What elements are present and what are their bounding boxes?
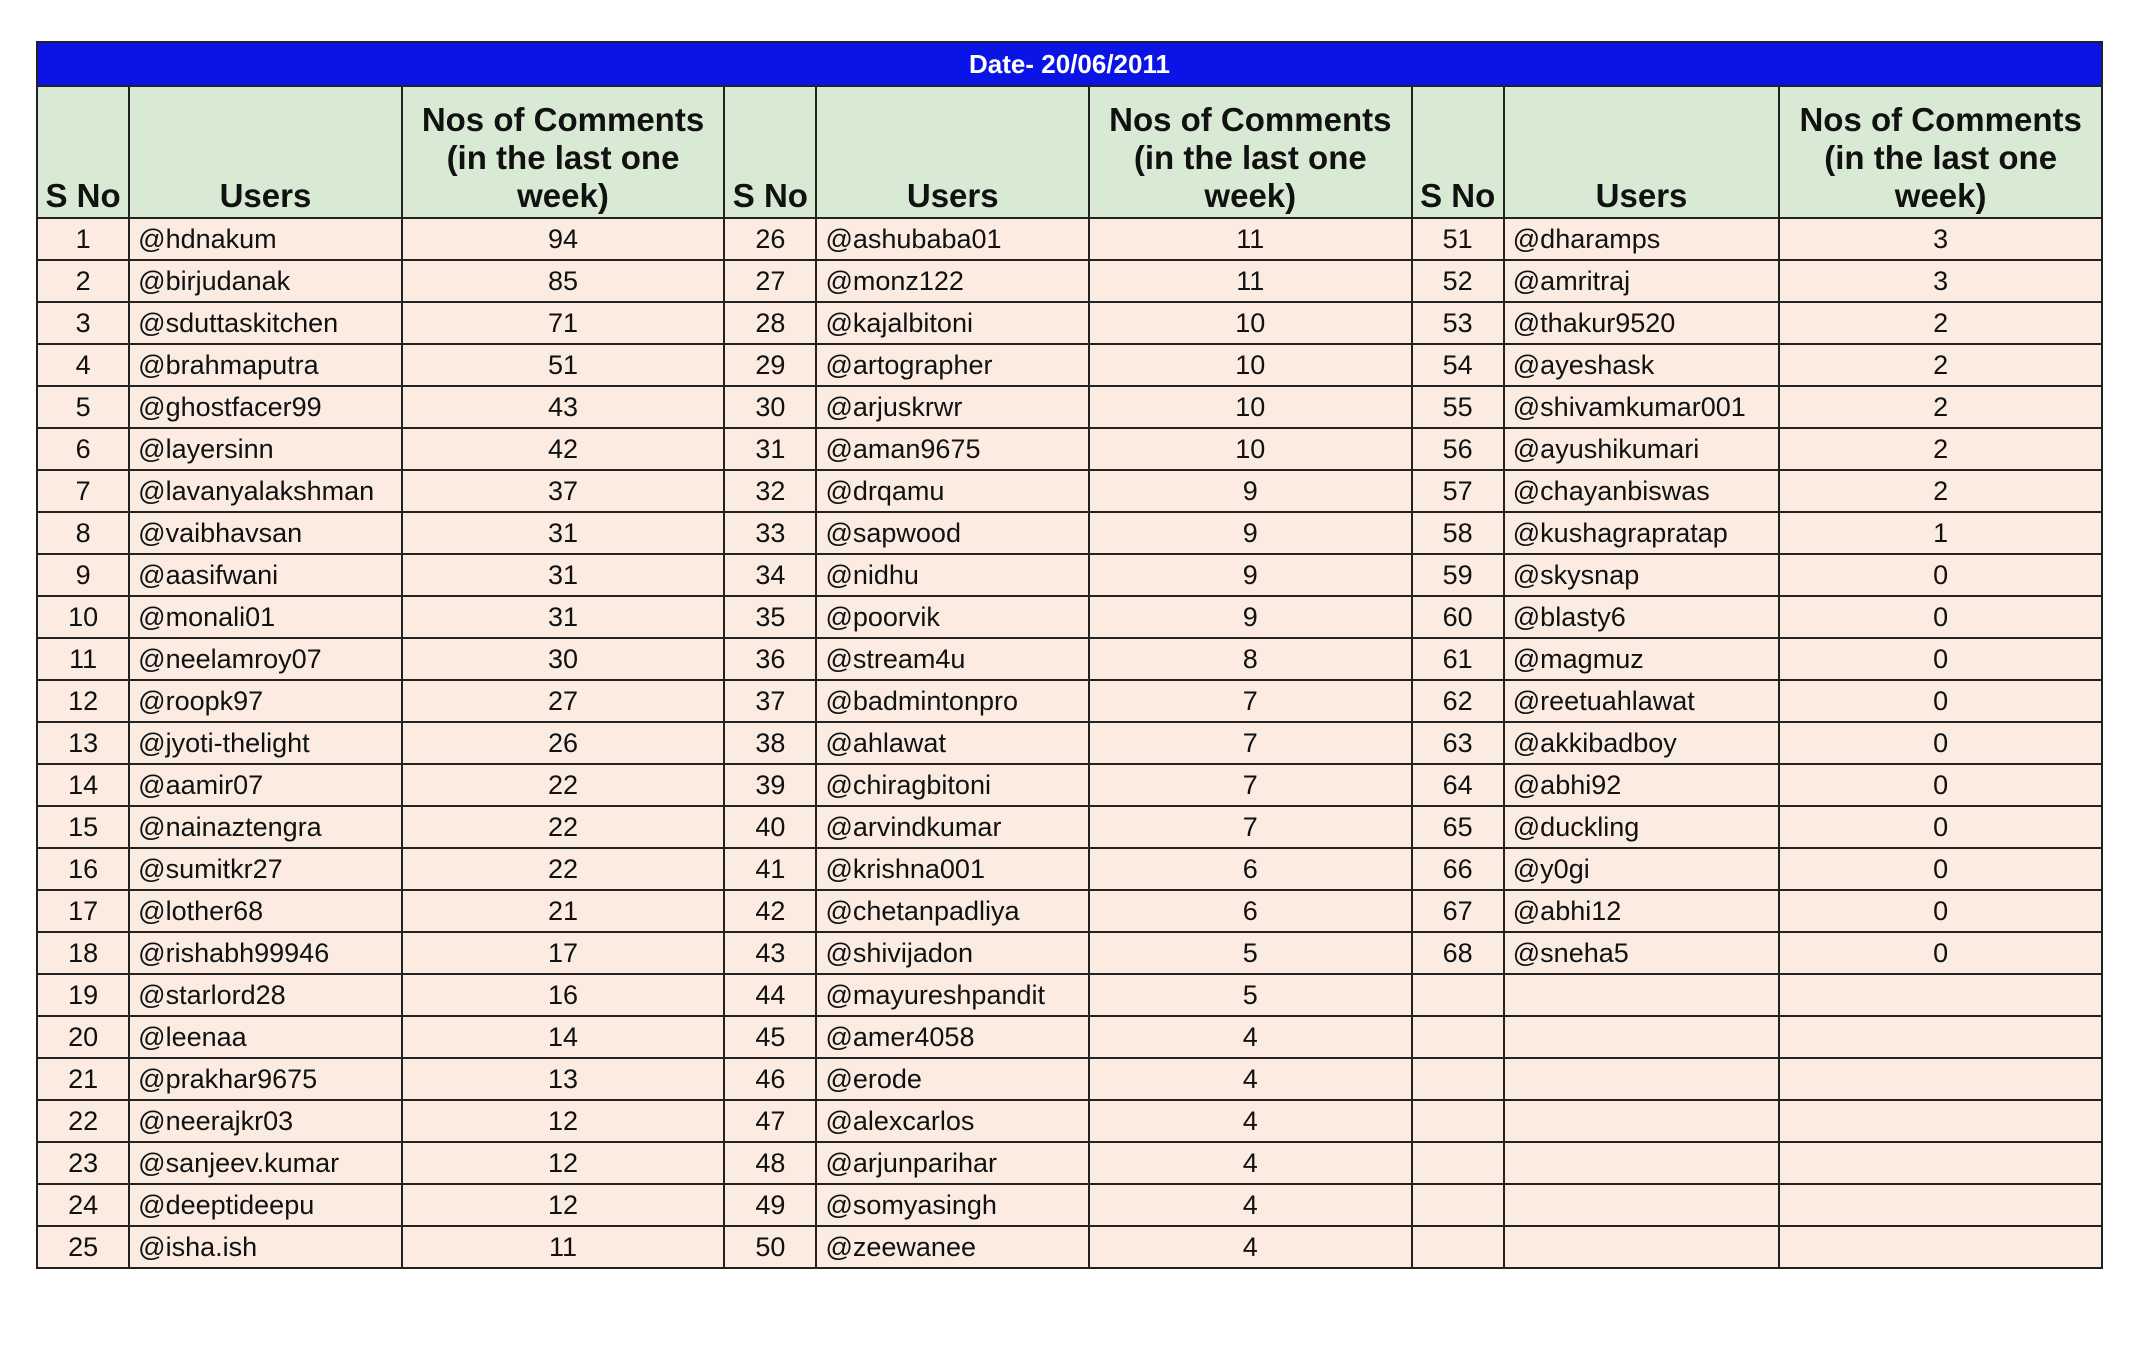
- sno-cell: 36: [724, 638, 816, 680]
- user-cell: [1504, 1058, 1780, 1100]
- user-cell: @sduttaskitchen: [129, 302, 402, 344]
- sno-cell: 47: [724, 1100, 816, 1142]
- user-cell: @leenaa: [129, 1016, 402, 1058]
- sno-cell: 26: [724, 218, 816, 260]
- user-cell: @sapwood: [816, 512, 1089, 554]
- user-cell: @artographer: [816, 344, 1089, 386]
- user-cell: @zeewanee: [816, 1226, 1089, 1268]
- comment-count-cell: 51: [402, 344, 725, 386]
- comment-count-cell: 7: [1089, 722, 1412, 764]
- user-cell: @vaibhavsan: [129, 512, 402, 554]
- sno-cell: 2: [37, 260, 129, 302]
- comment-count-cell: 17: [402, 932, 725, 974]
- sno-cell: 4: [37, 344, 129, 386]
- header-users: Users: [129, 86, 402, 218]
- comment-count-cell: 9: [1089, 512, 1412, 554]
- comment-count-cell: 0: [1779, 680, 2102, 722]
- sno-cell: 28: [724, 302, 816, 344]
- user-cell: @neelamroy07: [129, 638, 402, 680]
- comments-table: [36, 41, 2103, 1269]
- sno-cell: [1412, 1226, 1504, 1268]
- sno-cell: 57: [1412, 470, 1504, 512]
- sno-cell: 8: [37, 512, 129, 554]
- comment-count-cell: 7: [1089, 764, 1412, 806]
- sno-cell: 19: [37, 974, 129, 1016]
- comment-count-cell: 0: [1779, 890, 2102, 932]
- comment-count-cell: 0: [1779, 554, 2102, 596]
- comment-count-cell: 6: [1089, 848, 1412, 890]
- user-cell: @amer4058: [816, 1016, 1089, 1058]
- user-cell: @hdnakum: [129, 218, 402, 260]
- user-cell: @jyoti-thelight: [129, 722, 402, 764]
- sno-cell: [1412, 1100, 1504, 1142]
- user-cell: @rishabh99946: [129, 932, 402, 974]
- comment-count-cell: 0: [1779, 638, 2102, 680]
- sno-cell: 14: [37, 764, 129, 806]
- comment-count-cell: 43: [402, 386, 725, 428]
- comment-count-cell: 12: [402, 1184, 725, 1226]
- table-row: [37, 554, 2102, 596]
- user-cell: @sanjeev.kumar: [129, 1142, 402, 1184]
- sno-cell: 27: [724, 260, 816, 302]
- sno-cell: 43: [724, 932, 816, 974]
- sno-cell: 21: [37, 1058, 129, 1100]
- sno-cell: 9: [37, 554, 129, 596]
- user-cell: @roopk97: [129, 680, 402, 722]
- user-cell: @shivijadon: [816, 932, 1089, 974]
- comment-count-cell: 3: [1779, 218, 2102, 260]
- sno-cell: 12: [37, 680, 129, 722]
- comment-count-cell: 9: [1089, 554, 1412, 596]
- user-cell: @nidhu: [816, 554, 1089, 596]
- comment-count-cell: 85: [402, 260, 725, 302]
- sno-cell: 42: [724, 890, 816, 932]
- comment-count-cell: 26: [402, 722, 725, 764]
- table-row: [37, 1184, 2102, 1226]
- user-cell: @starlord28: [129, 974, 402, 1016]
- comment-count-cell: 5: [1089, 932, 1412, 974]
- table-row: [37, 1058, 2102, 1100]
- comment-count-cell: 42: [402, 428, 725, 470]
- user-cell: @mayureshpandit: [816, 974, 1089, 1016]
- table-row: [37, 596, 2102, 638]
- comment-count-cell: 0: [1779, 596, 2102, 638]
- sno-cell: [1412, 1058, 1504, 1100]
- comment-count-cell: 2: [1779, 428, 2102, 470]
- table-row: [37, 890, 2102, 932]
- user-cell: @ayeshask: [1504, 344, 1780, 386]
- comment-count-cell: 10: [1089, 344, 1412, 386]
- comment-count-cell: 12: [402, 1142, 725, 1184]
- sno-cell: 48: [724, 1142, 816, 1184]
- comment-count-cell: 0: [1779, 806, 2102, 848]
- comment-count-cell: 11: [1089, 260, 1412, 302]
- table-body: [37, 218, 2102, 1268]
- comment-count-cell: 7: [1089, 680, 1412, 722]
- comment-count-cell: [1779, 974, 2102, 1016]
- sno-cell: 39: [724, 764, 816, 806]
- user-cell: @chetanpadliya: [816, 890, 1089, 932]
- comment-count-cell: 4: [1089, 1142, 1412, 1184]
- sno-cell: 63: [1412, 722, 1504, 764]
- comment-count-cell: 8: [1089, 638, 1412, 680]
- sno-cell: 53: [1412, 302, 1504, 344]
- user-cell: @reetuahlawat: [1504, 680, 1780, 722]
- comment-count-cell: [1779, 1100, 2102, 1142]
- user-cell: @magmuz: [1504, 638, 1780, 680]
- comment-count-cell: 0: [1779, 848, 2102, 890]
- user-cell: @erode: [816, 1058, 1089, 1100]
- header-sno: S No: [724, 86, 816, 218]
- sno-cell: 24: [37, 1184, 129, 1226]
- table-row: [37, 1016, 2102, 1058]
- table-row: [37, 470, 2102, 512]
- comment-count-cell: 2: [1779, 386, 2102, 428]
- user-cell: @layersinn: [129, 428, 402, 470]
- sno-cell: 15: [37, 806, 129, 848]
- header-comments: Nos of Comments (in the last one week): [1779, 86, 2102, 218]
- comment-count-cell: 31: [402, 596, 725, 638]
- user-cell: @blasty6: [1504, 596, 1780, 638]
- user-cell: @brahmaputra: [129, 344, 402, 386]
- comment-count-cell: [1779, 1142, 2102, 1184]
- user-cell: @krishna001: [816, 848, 1089, 890]
- user-cell: [1504, 1184, 1780, 1226]
- sno-cell: 6: [37, 428, 129, 470]
- sno-cell: 23: [37, 1142, 129, 1184]
- user-cell: @arjuskrwr: [816, 386, 1089, 428]
- user-cell: @chayanbiswas: [1504, 470, 1780, 512]
- comment-count-cell: 10: [1089, 386, 1412, 428]
- sno-cell: 35: [724, 596, 816, 638]
- table-row: [37, 974, 2102, 1016]
- sno-cell: 54: [1412, 344, 1504, 386]
- header-comments: Nos of Comments (in the last one week): [402, 86, 725, 218]
- sno-cell: 64: [1412, 764, 1504, 806]
- comment-count-cell: 6: [1089, 890, 1412, 932]
- sno-cell: 45: [724, 1016, 816, 1058]
- table-row: [37, 722, 2102, 764]
- sno-cell: 31: [724, 428, 816, 470]
- header-sno: S No: [37, 86, 129, 218]
- user-cell: @aasifwani: [129, 554, 402, 596]
- table-row: [37, 344, 2102, 386]
- user-cell: @ayushikumari: [1504, 428, 1780, 470]
- sno-cell: 38: [724, 722, 816, 764]
- sno-cell: 29: [724, 344, 816, 386]
- table-row: [37, 260, 2102, 302]
- user-cell: @drqamu: [816, 470, 1089, 512]
- comment-count-cell: 12: [402, 1100, 725, 1142]
- sno-cell: 10: [37, 596, 129, 638]
- comment-count-cell: 71: [402, 302, 725, 344]
- sno-cell: 62: [1412, 680, 1504, 722]
- table-row: [37, 1142, 2102, 1184]
- user-cell: [1504, 1100, 1780, 1142]
- comment-count-cell: 0: [1779, 764, 2102, 806]
- sno-cell: 40: [724, 806, 816, 848]
- user-cell: [1504, 1016, 1780, 1058]
- sno-cell: 51: [1412, 218, 1504, 260]
- sno-cell: 61: [1412, 638, 1504, 680]
- comment-count-cell: 4: [1089, 1184, 1412, 1226]
- user-cell: @dharamps: [1504, 218, 1780, 260]
- sno-cell: 46: [724, 1058, 816, 1100]
- user-cell: @lother68: [129, 890, 402, 932]
- user-cell: @duckling: [1504, 806, 1780, 848]
- sno-cell: 20: [37, 1016, 129, 1058]
- user-cell: @poorvik: [816, 596, 1089, 638]
- comment-count-cell: 4: [1089, 1100, 1412, 1142]
- sno-cell: 18: [37, 932, 129, 974]
- sno-cell: 11: [37, 638, 129, 680]
- user-cell: @kushagrapratap: [1504, 512, 1780, 554]
- comment-count-cell: 27: [402, 680, 725, 722]
- sno-cell: 25: [37, 1226, 129, 1268]
- comment-count-cell: 11: [402, 1226, 725, 1268]
- sno-cell: 41: [724, 848, 816, 890]
- comment-count-cell: 9: [1089, 470, 1412, 512]
- comment-count-cell: 4: [1089, 1058, 1412, 1100]
- user-cell: @birjudanak: [129, 260, 402, 302]
- table-row: [37, 680, 2102, 722]
- sno-cell: 16: [37, 848, 129, 890]
- sno-cell: 33: [724, 512, 816, 554]
- table-row: [37, 218, 2102, 260]
- sno-cell: 34: [724, 554, 816, 596]
- table-row: [37, 764, 2102, 806]
- sno-cell: 5: [37, 386, 129, 428]
- comment-count-cell: 0: [1779, 932, 2102, 974]
- comment-count-cell: 7: [1089, 806, 1412, 848]
- comment-count-cell: [1779, 1016, 2102, 1058]
- comment-count-cell: 22: [402, 806, 725, 848]
- table-row: [37, 932, 2102, 974]
- comment-count-cell: [1779, 1184, 2102, 1226]
- user-cell: @abhi92: [1504, 764, 1780, 806]
- user-cell: @alexcarlos: [816, 1100, 1089, 1142]
- header-row: [37, 86, 2102, 218]
- user-cell: @somyasingh: [816, 1184, 1089, 1226]
- sno-cell: 7: [37, 470, 129, 512]
- table-title: Date- 20/06/2011: [37, 42, 2102, 86]
- sno-cell: 1: [37, 218, 129, 260]
- sno-cell: 50: [724, 1226, 816, 1268]
- comment-count-cell: 31: [402, 554, 725, 596]
- user-cell: @deeptideepu: [129, 1184, 402, 1226]
- sno-cell: 52: [1412, 260, 1504, 302]
- comment-count-cell: 22: [402, 848, 725, 890]
- comment-count-cell: 21: [402, 890, 725, 932]
- sno-cell: 56: [1412, 428, 1504, 470]
- table-row: [37, 302, 2102, 344]
- table-row: [37, 1226, 2102, 1268]
- user-cell: @stream4u: [816, 638, 1089, 680]
- comment-count-cell: 5: [1089, 974, 1412, 1016]
- comment-count-cell: 11: [1089, 218, 1412, 260]
- sno-cell: 22: [37, 1100, 129, 1142]
- user-cell: @prakhar9675: [129, 1058, 402, 1100]
- comment-count-cell: [1779, 1226, 2102, 1268]
- user-cell: [1504, 974, 1780, 1016]
- user-cell: [1504, 1226, 1780, 1268]
- user-cell: @abhi12: [1504, 890, 1780, 932]
- user-cell: @aman9675: [816, 428, 1089, 470]
- comment-count-cell: 0: [1779, 722, 2102, 764]
- comment-count-cell: 37: [402, 470, 725, 512]
- comment-count-cell: 4: [1089, 1016, 1412, 1058]
- user-cell: @shivamkumar001: [1504, 386, 1780, 428]
- sno-cell: 30: [724, 386, 816, 428]
- comment-count-cell: 10: [1089, 428, 1412, 470]
- header-users: Users: [816, 86, 1089, 218]
- comment-count-cell: 10: [1089, 302, 1412, 344]
- sno-cell: [1412, 1142, 1504, 1184]
- table-row: [37, 386, 2102, 428]
- sno-cell: 44: [724, 974, 816, 1016]
- sno-cell: 67: [1412, 890, 1504, 932]
- user-cell: @kajalbitoni: [816, 302, 1089, 344]
- user-cell: @chiragbitoni: [816, 764, 1089, 806]
- sno-cell: 13: [37, 722, 129, 764]
- sno-cell: 66: [1412, 848, 1504, 890]
- user-cell: @aamir07: [129, 764, 402, 806]
- user-cell: @sneha5: [1504, 932, 1780, 974]
- user-cell: @arjunparihar: [816, 1142, 1089, 1184]
- user-cell: @neerajkr03: [129, 1100, 402, 1142]
- comment-count-cell: 4: [1089, 1226, 1412, 1268]
- user-cell: @akkibadboy: [1504, 722, 1780, 764]
- sno-cell: [1412, 974, 1504, 1016]
- header-sno: S No: [1412, 86, 1504, 218]
- user-cell: @ashubaba01: [816, 218, 1089, 260]
- comment-count-cell: 2: [1779, 470, 2102, 512]
- comment-count-cell: 13: [402, 1058, 725, 1100]
- comment-count-cell: 30: [402, 638, 725, 680]
- user-cell: @lavanyalakshman: [129, 470, 402, 512]
- sno-cell: 17: [37, 890, 129, 932]
- comment-count-cell: 94: [402, 218, 725, 260]
- comment-count-cell: 9: [1089, 596, 1412, 638]
- user-cell: @sumitkr27: [129, 848, 402, 890]
- user-cell: @ahlawat: [816, 722, 1089, 764]
- table-row: [37, 848, 2102, 890]
- comment-count-cell: 31: [402, 512, 725, 554]
- sno-cell: 59: [1412, 554, 1504, 596]
- sno-cell: 3: [37, 302, 129, 344]
- header-comments: Nos of Comments (in the last one week): [1089, 86, 1412, 218]
- comment-count-cell: 14: [402, 1016, 725, 1058]
- comment-count-cell: 3: [1779, 260, 2102, 302]
- user-cell: @isha.ish: [129, 1226, 402, 1268]
- comment-count-cell: [1779, 1058, 2102, 1100]
- comment-count-cell: 2: [1779, 302, 2102, 344]
- sno-cell: 49: [724, 1184, 816, 1226]
- sno-cell: 58: [1412, 512, 1504, 554]
- user-cell: @arvindkumar: [816, 806, 1089, 848]
- comment-count-cell: 22: [402, 764, 725, 806]
- user-cell: @nainaztengra: [129, 806, 402, 848]
- sno-cell: 55: [1412, 386, 1504, 428]
- user-cell: @ghostfacer99: [129, 386, 402, 428]
- sno-cell: [1412, 1016, 1504, 1058]
- user-cell: @badmintonpro: [816, 680, 1089, 722]
- table-row: [37, 806, 2102, 848]
- comment-count-cell: 1: [1779, 512, 2102, 554]
- table-row: [37, 1100, 2102, 1142]
- user-cell: [1504, 1142, 1780, 1184]
- sno-cell: 37: [724, 680, 816, 722]
- sno-cell: 60: [1412, 596, 1504, 638]
- user-cell: @thakur9520: [1504, 302, 1780, 344]
- table-row: [37, 512, 2102, 554]
- sno-cell: 68: [1412, 932, 1504, 974]
- header-users: Users: [1504, 86, 1780, 218]
- user-cell: @amritraj: [1504, 260, 1780, 302]
- sno-cell: 32: [724, 470, 816, 512]
- table-row: [37, 638, 2102, 680]
- user-cell: @y0gi: [1504, 848, 1780, 890]
- table-row: [37, 428, 2102, 470]
- sno-cell: 65: [1412, 806, 1504, 848]
- user-cell: @monali01: [129, 596, 402, 638]
- sno-cell: [1412, 1184, 1504, 1226]
- comment-count-cell: 16: [402, 974, 725, 1016]
- user-cell: @skysnap: [1504, 554, 1780, 596]
- comment-count-cell: 2: [1779, 344, 2102, 386]
- user-cell: @monz122: [816, 260, 1089, 302]
